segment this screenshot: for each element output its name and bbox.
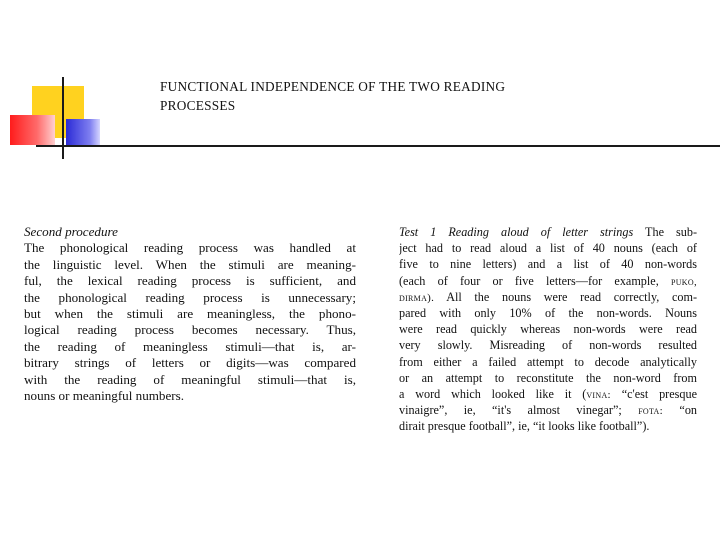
body-line: the reading of meaningless stimuli—that is, ar- <box>24 338 356 354</box>
body-line: ful, the lexical reading process is sufficient, and <box>24 273 356 289</box>
red-gradient-bar <box>10 115 55 145</box>
body-line: or an attempt to reconstitute the non-word from <box>399 370 697 385</box>
body-line: nouns or meaningful numbers. <box>24 387 185 403</box>
body-line <box>399 386 697 402</box>
body-line: five to nine letters) and a list of 40 non-words <box>399 257 697 272</box>
body-line <box>399 402 697 418</box>
body-line: pared with only 10% of the non-words. Nouns <box>399 305 697 320</box>
title-line-2: PROCESSES <box>160 98 236 113</box>
body-text: vinaigre”, ie, “it's almost vinegar”; <box>399 403 622 418</box>
test-heading: Reading aloud of letter strings <box>448 225 634 239</box>
test-heading-line <box>399 224 697 240</box>
section-heading: Second procedure <box>24 224 118 239</box>
body-line: dirait presque football”, ie, “it looks like football”). <box>399 419 650 434</box>
example-word: puko, <box>670 275 697 288</box>
body-text: The sub- <box>645 225 697 239</box>
left-column <box>24 224 356 404</box>
body-line: The phonological reading process was handled at <box>24 240 356 256</box>
example-word: vina: <box>586 388 611 401</box>
body-text: All the nouns were read correctly, com- <box>446 289 697 304</box>
body-line: ject had to read aloud a list of 40 nouns (each of <box>399 241 697 256</box>
example-word: fota: <box>638 405 663 418</box>
body-line <box>399 289 697 305</box>
body-line: the phonological reading process is unnecessary; <box>24 289 356 305</box>
title-line-1: FUNCTIONAL INDEPENDENCE OF THE TWO READING <box>160 79 506 94</box>
body-line: the linguistic level. When the stimuli are meaning- <box>24 256 356 272</box>
body-text: “on <box>679 403 697 418</box>
body-text: “c'est presque <box>621 386 697 401</box>
body-line: from either a failed attempt to decode analytically <box>399 354 697 369</box>
body-line <box>399 273 697 289</box>
body-line: with the reading of meaningful stimuli—that is, <box>24 371 356 387</box>
body-text: a word which looked like it ( <box>399 386 587 401</box>
body-line: bitrary strings of letters or digits—was compared <box>24 355 356 371</box>
blue-gradient-bar <box>66 119 100 145</box>
body-line: were read quickly whereas non-words were read <box>399 322 697 337</box>
page-title <box>160 77 580 115</box>
body-line: very slowly. Misreading of non-words resulted <box>399 338 697 353</box>
body-line: logical reading process becomes necessary. Thus, <box>24 322 356 338</box>
horizontal-rule <box>36 145 720 147</box>
example-word: dirma). <box>399 291 435 304</box>
right-column <box>399 224 697 434</box>
body-text: (each of four or five letters—for example, <box>399 273 659 288</box>
body-line: but when the stimuli are meaningless, the phono- <box>24 305 356 321</box>
test-label: Test 1 <box>399 225 437 239</box>
